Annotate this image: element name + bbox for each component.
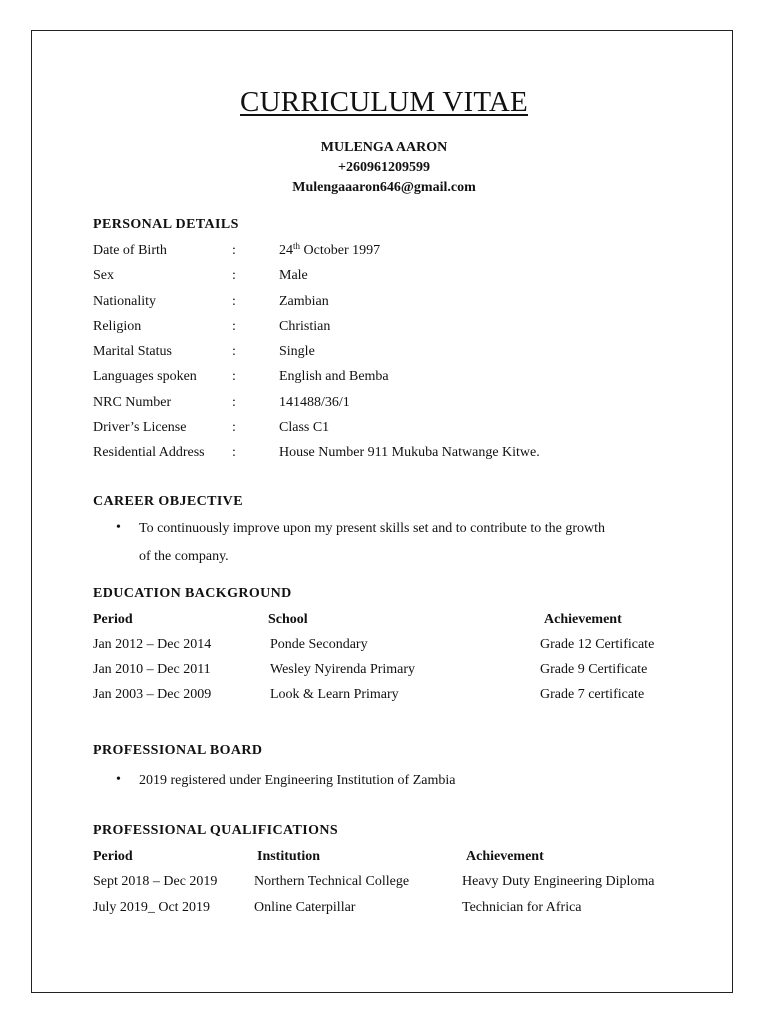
separator: : <box>232 395 236 410</box>
education-row-school: Look & Learn Primary <box>270 687 399 702</box>
professional-board-item: 2019 registered under Engineering Institution of Zambia <box>139 773 456 788</box>
education-row-achievement: Grade 7 certificate <box>540 687 645 702</box>
dob-value: 24th October 1997 <box>279 241 381 258</box>
contact-phone: +260961209599 <box>338 160 430 175</box>
address-label: Residential Address <box>93 445 205 460</box>
religion-label: Religion <box>93 319 142 334</box>
address-value: House Number 911 Mukuba Natwange Kitwe. <box>279 445 540 460</box>
dob-label: Date of Birth <box>93 243 167 258</box>
career-objective-line-1: To continuously improve upon my present skills set and to contribute to the growth <box>139 521 606 536</box>
nrc-value: 141488/36/1 <box>279 395 350 410</box>
sex-value: Male <box>279 268 308 283</box>
languages-value: English and Bemba <box>279 369 389 384</box>
bullet-icon: • <box>116 520 121 535</box>
qualifications-row-achievement: Technician for Africa <box>462 900 582 915</box>
qualifications-row-period: Sept 2018 – Dec 2019 <box>93 874 218 889</box>
professional-board-heading: PROFESSIONAL BOARD <box>93 743 263 758</box>
qualifications-row-institution: Online Caterpillar <box>254 900 356 915</box>
qualifications-row-institution: Northern Technical College <box>254 874 410 889</box>
personal-details-heading: PERSONAL DETAILS <box>93 217 239 232</box>
education-row-period: Jan 2012 – Dec 2014 <box>93 637 212 652</box>
languages-label: Languages spoken <box>93 369 197 384</box>
education-row-achievement: Grade 12 Certificate <box>540 637 655 652</box>
nationality-label: Nationality <box>93 294 156 309</box>
education-col-achievement: Achievement <box>544 612 622 627</box>
career-objective-line-2: of the company. <box>139 549 229 564</box>
religion-value: Christian <box>279 319 331 334</box>
license-value: Class C1 <box>279 420 330 435</box>
education-col-period: Period <box>93 612 133 627</box>
separator: : <box>232 369 236 384</box>
career-objective-heading: CAREER OBJECTIVE <box>93 494 243 509</box>
separator: : <box>232 344 236 359</box>
qualifications-col-achievement: Achievement <box>466 849 544 864</box>
contact-name: MULENGA AARON <box>320 140 448 155</box>
separator: : <box>232 445 236 460</box>
education-row-period: Jan 2010 – Dec 2011 <box>93 662 211 677</box>
contact-email: Mulengaaaron646@gmail.com <box>292 180 476 195</box>
education-row-school: Ponde Secondary <box>270 637 368 652</box>
sex-label: Sex <box>93 268 114 283</box>
qualifications-row-period: July 2019_ Oct 2019 <box>93 900 211 915</box>
separator: : <box>232 294 236 309</box>
separator: : <box>232 420 236 435</box>
education-heading: EDUCATION BACKGROUND <box>93 586 292 601</box>
qualifications-col-period: Period <box>93 849 133 864</box>
separator: : <box>232 268 236 283</box>
education-row-school: Wesley Nyirenda Primary <box>270 662 416 677</box>
nationality-value: Zambian <box>279 294 329 309</box>
education-col-school: School <box>268 612 308 627</box>
qualifications-heading: PROFESSIONAL QUALIFICATIONS <box>93 823 339 838</box>
document-title: CURRICULUM VITAE <box>240 86 528 118</box>
qualifications-col-institution: Institution <box>257 849 321 864</box>
separator: : <box>232 319 236 334</box>
nrc-label: NRC Number <box>93 395 172 410</box>
marital-status-value: Single <box>279 344 315 359</box>
qualifications-row-achievement: Heavy Duty Engineering Diploma <box>462 874 655 889</box>
education-row-achievement: Grade 9 Certificate <box>540 662 648 677</box>
marital-status-label: Marital Status <box>93 344 172 359</box>
education-row-period: Jan 2003 – Dec 2009 <box>93 687 212 702</box>
separator: : <box>232 243 236 258</box>
license-label: Driver’s License <box>93 420 187 435</box>
bullet-icon: • <box>116 772 121 787</box>
